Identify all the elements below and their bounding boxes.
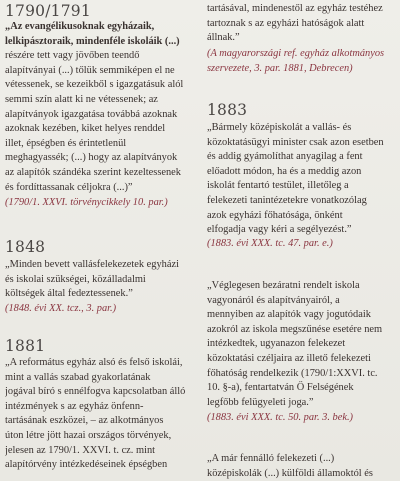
quote-line: 10. §-a), fentartatván Ő Felségének: [207, 382, 354, 394]
quote-line: tartásának eszközei, – az alkotmányos: [5, 415, 164, 427]
section-1881: [5, 339, 45, 355]
quote-line: azokról az iskola megszűnése esetére nem: [207, 323, 383, 335]
quote-line: felekezeti tanintézetekre vonatkozólag: [207, 194, 367, 206]
year-heading: 1883: [207, 101, 248, 119]
quote-line: intézkedtek, ugyanazon felekezet: [207, 338, 346, 350]
source-citation: (1848. évi XX. tcz., 3. par.): [5, 303, 117, 314]
year-heading: 1881: [5, 337, 46, 355]
source-line: (A magyarországi ref. egyház alkotmányos: [207, 48, 385, 59]
quote-line: tartásával, mindenestől az egyház testéhez: [207, 3, 383, 14]
quote-line: „Véglegesen bezáratni rendelt iskola: [207, 280, 360, 291]
quote-1881-continued: [207, 2, 383, 46]
quote-line: meghagyassék; (...) hogy az alapítványok: [5, 152, 178, 164]
quote-line: úton létre jött hazai országos törvények,: [5, 429, 172, 441]
quote-line: alapítványok igazgatása továbbá azoknak: [5, 108, 178, 120]
quote-line: legfőbb felügyeleti joga.”: [207, 396, 314, 408]
quote-line: részére tett vagy jövőben teendő: [5, 50, 140, 62]
quote-line: alapítórvény intézkedéseinek épségben: [5, 459, 168, 471]
quote-line: vagyonáról és alapítványairól, a: [207, 294, 340, 306]
quote-1848: [5, 258, 179, 302]
quote-line: illet, épségben és érintetlenül: [5, 137, 127, 149]
quote-line: az alapítók szándéka szerint kezeltessenek: [5, 166, 181, 178]
year-heading: 1848: [5, 238, 46, 256]
quote-line: elfogadja vagy kéri a segélyezést.”: [207, 224, 352, 236]
source-citation: [207, 47, 384, 76]
quote-1883: [207, 121, 384, 238]
source-citation: (1883. évi XXX. tc. 50. par. 3. bek.): [207, 412, 354, 423]
quote-line: azoknak kezében, kiket helyes renddel: [5, 123, 166, 135]
quote-line: „Bármely középiskolát a vallás- és: [207, 122, 352, 133]
section-1790: [5, 4, 91, 20]
quote-final: [207, 452, 373, 481]
quote-line: közoktatásügyi minister csak azon esetben: [207, 136, 384, 148]
quote-line: és fordíttassanak céljokra (...)”: [5, 181, 133, 193]
quote-line: „Minden bevett vallásfelekezetek egyházi: [5, 259, 179, 270]
quote-line: „Az evangélikusoknak egyházaik,: [5, 21, 155, 32]
section-1848: [5, 240, 45, 256]
quote-line: mint a vallás szabad gyakorlatának: [5, 371, 151, 383]
quote-line: intézmények s az egyház önfenn-: [5, 400, 144, 412]
quote-1790: [5, 20, 183, 195]
quote-line: költségek által fedeztessenek.”: [5, 288, 133, 300]
source-citation: (1790/1. XXVI. törvénycikkely 10. par.): [5, 197, 168, 208]
year-heading: 1790/1791: [5, 2, 91, 20]
quote-1881: [5, 356, 185, 473]
quote-line: főhatóság rendelkezik (1790/1:XXVI. tc.: [207, 367, 378, 379]
source-citation: (1883. évi XXX. tc. 47. par. e.): [207, 238, 333, 249]
section-1883: [207, 103, 247, 119]
quote-line: mennyiben az alapítók vagy jogutódaik: [207, 309, 371, 321]
quote-line: és iskolai szükségei, közálladalmi: [5, 273, 146, 285]
quote-line: és addig gyámolíthat anyagilag a fent: [207, 151, 363, 163]
quote-line: közoktatási czéljaira az illető felekezeti: [207, 352, 371, 364]
quote-line: azok egyházi főhatósága, önként: [207, 209, 343, 221]
quote-line: semmi szín alatt ki ne vétessenek; az: [5, 93, 158, 105]
quote-line: „A református egyház alsó és felső iskolái,: [5, 357, 183, 368]
quote-line: jogával bíró s ennélfogva kapcsolatban álló: [5, 386, 186, 398]
quote-line: állnak.”: [207, 32, 240, 44]
quote-line: alapítványai (...) tőlük semmiképen el ne: [5, 64, 175, 76]
quote-1883-b: [207, 279, 382, 410]
quote-line: előadott módon, ha és a meddig azon: [207, 165, 362, 177]
quote-line: jelesen az 1790/1. XXVI. t. cz. mint: [5, 444, 156, 456]
quote-line: „A már fennálló felekezeti (...): [207, 453, 335, 464]
quote-line: vétessenek, se kezeikből s igazgatásuk alól: [5, 79, 184, 91]
quote-line: lelkipásztoraik, mindenféle iskoláik (...): [5, 35, 180, 47]
quote-line: középiskolák (...) külföldi államoktól és: [207, 467, 373, 479]
quote-line: tartoznak s az egyházi hatóságok alatt: [207, 17, 365, 29]
source-line: szervezete, 3. par. 1881, Debrecen): [207, 62, 353, 74]
quote-line: iskolát fentartó testület, illetőleg a: [207, 180, 349, 192]
